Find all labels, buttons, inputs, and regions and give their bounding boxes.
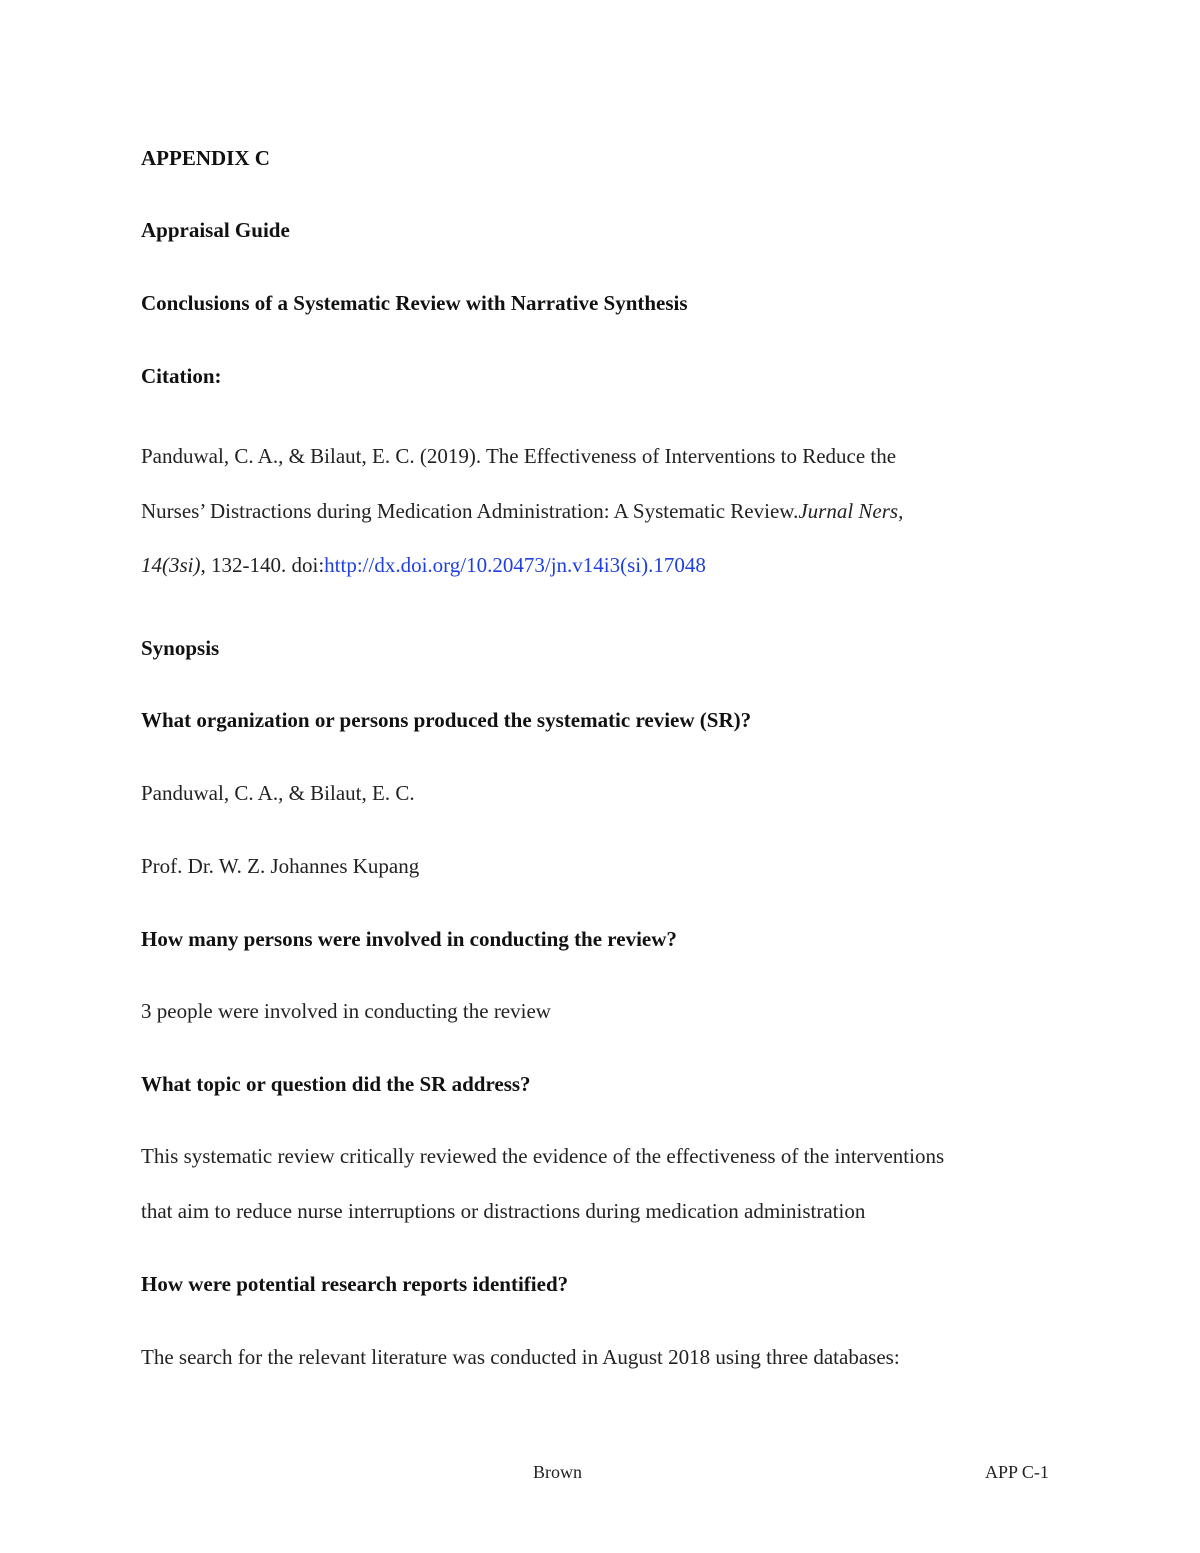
answer-topic-line-2: that aim to reduce nurse interruptions or distractions during medication administration <box>141 1199 866 1223</box>
answer-identification: The search for the relevant literature was conducted in August 2018 using three databases: <box>141 1345 900 1369</box>
citation-heading: Citation: <box>141 364 222 388</box>
citation-journal: Jurnal Ners, <box>798 499 904 523</box>
question-topic: What topic or question did the SR address? <box>141 1072 531 1096</box>
citation-title-text: Nurses’ Distractions during Medication Administration: A Systematic Review. <box>141 499 799 523</box>
synopsis-heading: Synopsis <box>141 636 220 660</box>
question-producers: What organization or persons produced the systematic review (SR)? <box>141 708 752 732</box>
citation-line-3 <box>141 552 706 578</box>
footer-page-number: APP C-1 <box>985 1462 1049 1482</box>
appendix-title: APPENDIX C <box>141 146 270 170</box>
answer-producers-line-1: Panduwal, C. A., & Bilaut, E. C. <box>141 781 415 805</box>
answer-producers-line-2: Prof. Dr. W. Z. Johannes Kupang <box>141 854 420 878</box>
citation-line-1: Panduwal, C. A., & Bilaut, E. C. (2019). The Effectiveness of Interventions to Reduce the <box>141 444 897 468</box>
answer-persons-involved: 3 people were involved in conducting the review <box>141 999 551 1023</box>
answer-topic-line-1: This systematic review critically reviewed the evidence of the effectiveness of the interventions <box>141 1144 945 1168</box>
citation-volume: 14(3si) <box>141 553 201 577</box>
question-persons-involved: How many persons were involved in conducting the review? <box>141 927 677 951</box>
question-identification: How were potential research reports identified? <box>141 1272 569 1296</box>
guide-title: Appraisal Guide <box>141 218 290 242</box>
citation-pages: , 132-140. doi: <box>200 553 325 577</box>
doi-link[interactable]: http://dx.doi.org/10.20473/jn.v14i3(si).17048 <box>324 553 706 577</box>
citation-line-2 <box>141 498 903 524</box>
document-subtitle: Conclusions of a Systematic Review with Narrative Synthesis <box>141 291 688 315</box>
footer-author: Brown <box>533 1462 582 1482</box>
